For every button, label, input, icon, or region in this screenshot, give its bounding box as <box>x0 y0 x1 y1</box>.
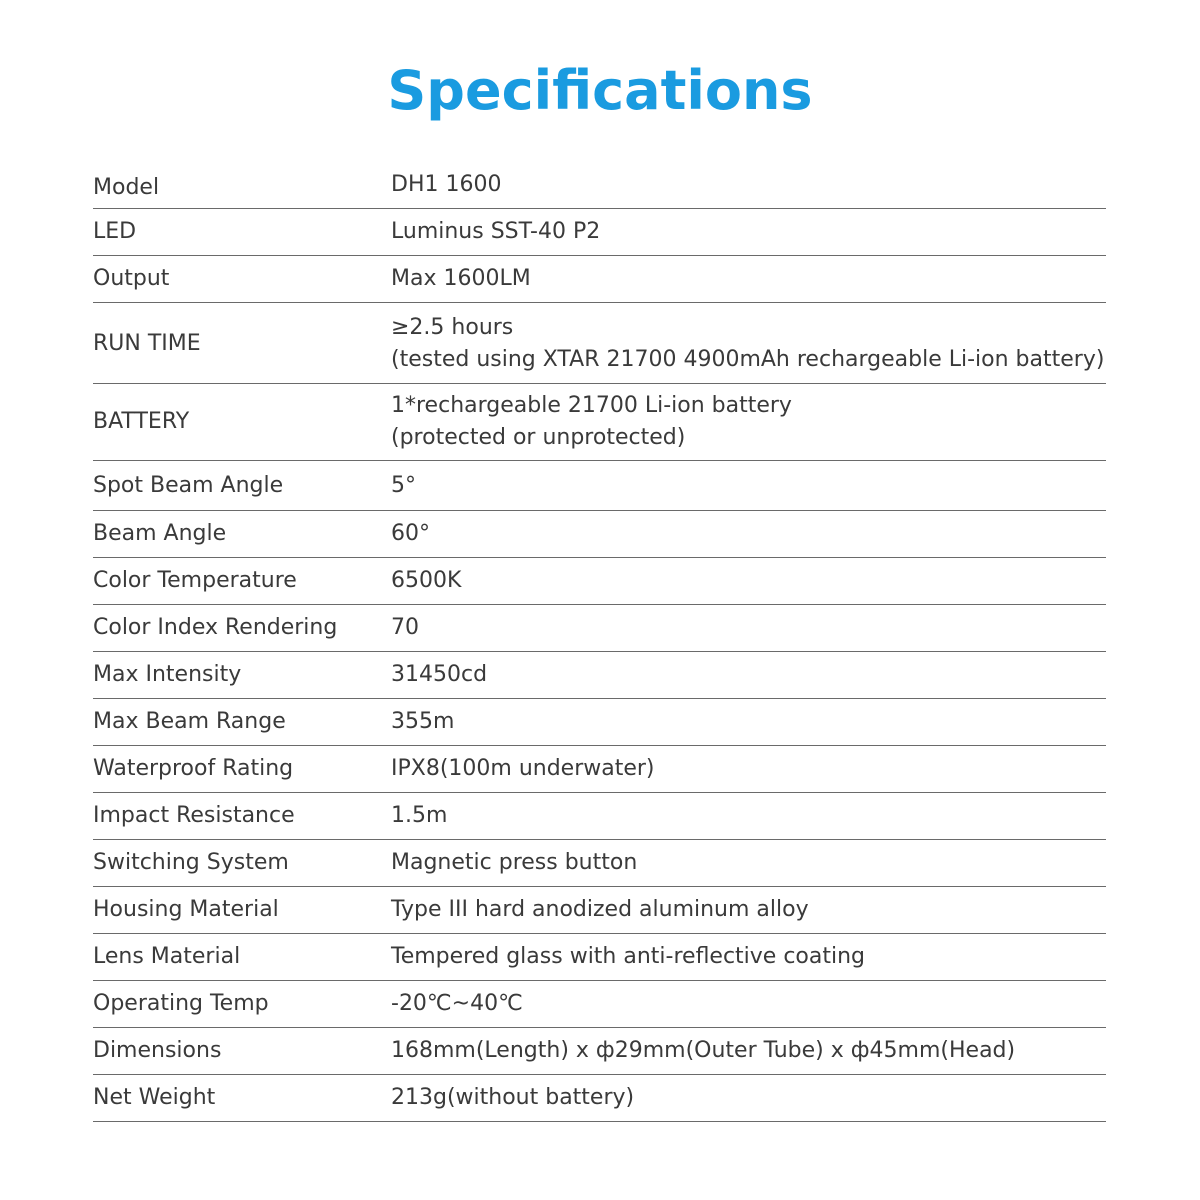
spec-label: Housing Material <box>93 897 279 922</box>
spec-value-line: 1.5m <box>391 803 448 828</box>
spec-row-lens-material <box>93 934 1106 981</box>
spec-value <box>391 565 1106 597</box>
spec-row-beam-angle <box>93 511 1106 558</box>
page-title: Specifications <box>387 59 813 122</box>
spec-label: BATTERY <box>93 409 190 434</box>
spec-value <box>391 800 1106 832</box>
spec-label: Net Weight <box>93 1085 216 1110</box>
spec-label: Max Beam Range <box>93 709 286 734</box>
spec-value-line: 1*rechargeable 21700 Li-ion battery <box>391 393 792 418</box>
spec-row-model <box>93 162 1106 209</box>
spec-value <box>391 263 1106 295</box>
spec-value <box>391 390 1106 454</box>
spec-value-line: 213g(without battery) <box>391 1085 635 1110</box>
spec-row-switching-system <box>93 840 1106 887</box>
spec-value <box>391 706 1106 738</box>
spec-label: Max Intensity <box>93 662 242 687</box>
spec-label: Color Index Rendering <box>93 615 338 640</box>
spec-row-run-time <box>93 303 1106 384</box>
spec-row-led <box>93 209 1106 256</box>
spec-row-housing-material <box>93 887 1106 934</box>
spec-value <box>391 1035 1106 1067</box>
spec-value-line: DH1 1600 <box>391 172 502 197</box>
spec-value-line: (tested using XTAR 21700 4900mAh rechargeable Li-ion battery) <box>391 347 1105 372</box>
spec-label: Beam Angle <box>93 521 227 546</box>
spec-value-line: -20℃~40℃ <box>391 991 523 1016</box>
spec-row-output <box>93 256 1106 303</box>
spec-row-color-temperature <box>93 558 1106 605</box>
spec-value-line: ≥2.5 hours <box>391 315 514 340</box>
spec-value-line: IPX8(100m underwater) <box>391 756 655 781</box>
spec-value <box>391 988 1106 1020</box>
spec-value-line: 168mm(Length) x ф29mm(Outer Tube) x ф45mm(Head) <box>391 1038 1016 1063</box>
spec-row-color-index-rendering <box>93 605 1106 652</box>
spec-value-line: 355m <box>391 709 455 734</box>
spec-label: Model <box>93 175 160 200</box>
spec-label: Switching System <box>93 850 289 875</box>
spec-value <box>391 312 1106 376</box>
spec-value-line: Magnetic press button <box>391 850 638 875</box>
spec-label: Operating Temp <box>93 991 269 1016</box>
spec-label: Impact Resistance <box>93 803 295 828</box>
spec-value <box>391 941 1106 973</box>
spec-label: RUN TIME <box>93 331 201 356</box>
spec-value <box>391 612 1106 644</box>
spec-value-line: 31450cd <box>391 662 488 687</box>
spec-label: Waterproof Rating <box>93 756 294 781</box>
spec-value <box>391 659 1106 691</box>
spec-label: Spot Beam Angle <box>93 472 284 498</box>
spec-row-net-weight <box>93 1075 1106 1122</box>
spec-value-line: 5° <box>391 472 416 498</box>
spec-value <box>391 470 1106 502</box>
spec-value-line: Tempered glass with anti-reflective coating <box>391 944 866 969</box>
spec-value-line: 70 <box>391 615 419 640</box>
spec-label: Output <box>93 266 170 291</box>
spec-row-battery <box>93 384 1106 461</box>
spec-table <box>93 162 1106 1122</box>
spec-label: LED <box>93 219 137 244</box>
spec-label: Lens Material <box>93 944 241 969</box>
spec-label: Color Temperature <box>93 568 297 593</box>
spec-value <box>391 169 1106 201</box>
spec-value-line: Max 1600LM <box>391 266 531 291</box>
spec-row-max-intensity <box>93 652 1106 699</box>
spec-value <box>391 1082 1106 1114</box>
spec-value <box>391 216 1106 248</box>
spec-row-max-beam-range <box>93 699 1106 746</box>
spec-value-line: Type III hard anodized aluminum alloy <box>391 897 809 922</box>
spec-value-line: (protected or unprotected) <box>391 425 686 450</box>
spec-row-spot-beam-angle <box>93 461 1106 511</box>
spec-value <box>391 753 1106 785</box>
spec-value-line: 60° <box>391 521 430 546</box>
spec-value <box>391 518 1106 550</box>
spec-value-line: 6500K <box>391 568 462 593</box>
spec-value <box>391 894 1106 926</box>
spec-value-line: Luminus SST-40 P2 <box>391 219 601 244</box>
spec-row-operating-temp <box>93 981 1106 1028</box>
spec-row-waterproof-rating <box>93 746 1106 793</box>
spec-row-impact-resistance <box>93 793 1106 840</box>
spec-row-dimensions <box>93 1028 1106 1075</box>
spec-label: Dimensions <box>93 1038 222 1063</box>
spec-value <box>391 847 1106 879</box>
